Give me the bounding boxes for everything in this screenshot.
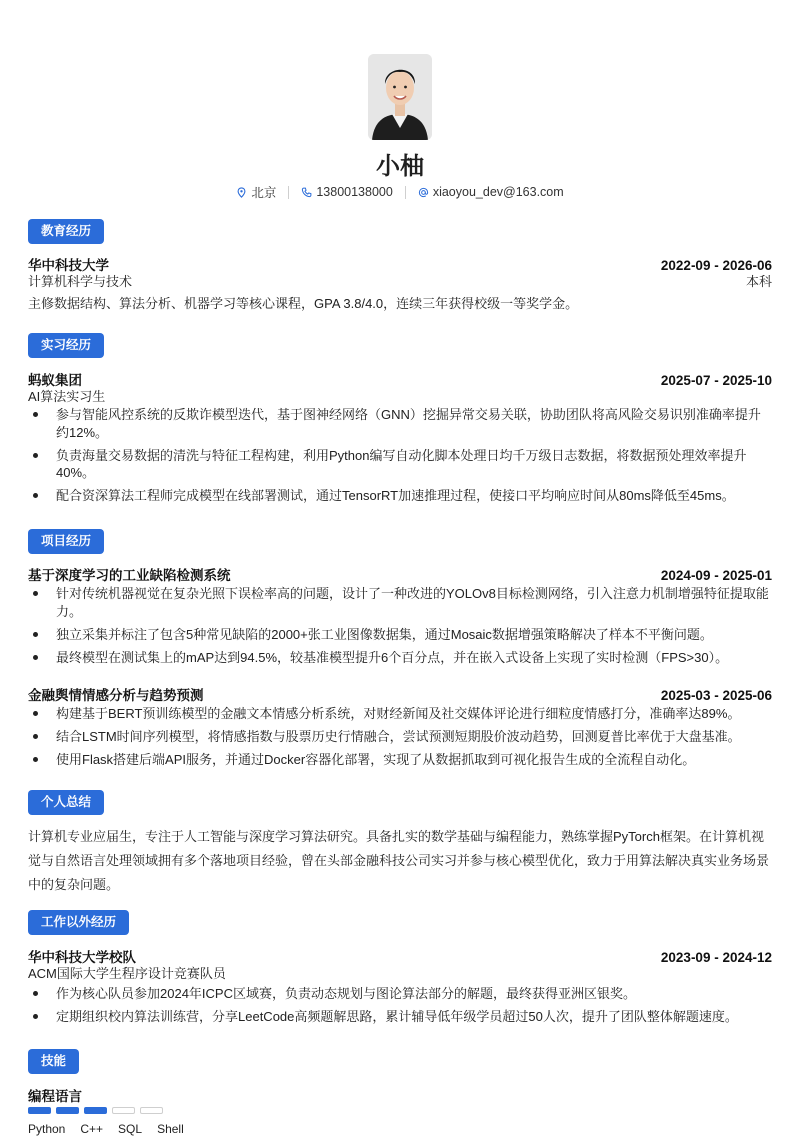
skill-level-segment: [84, 1107, 107, 1114]
section-tag-summary: 个人总结: [28, 790, 104, 815]
list-item: 配合资深算法工程师完成模型在线部署测试，通过TensorRT加速推理过程，使接口平均响应时间从80ms降低至45ms。: [28, 487, 772, 505]
list-item: 最终模型在测试集上的mAP达到94.5%，较基准模型提升6个百分点，并在嵌入式设备上实现了实时检测（FPS>30）。: [28, 649, 772, 667]
education-description: 主修数据结构、算法分析、机器学习等核心课程，GPA 3.8/4.0，连续三年获得校级一等奖学金。: [28, 296, 579, 311]
section-tag-projects: 项目经历: [28, 529, 104, 554]
summary-text: 计算机专业应届生，专注于人工智能与深度学习算法研究。具备扎实的数学基础与编程能力，熟练掌握PyTorch框架。在计算机视觉与自然语言处理领域拥有多个落地项目经验，曾在头部金融科技公司实习并参与核心模型优化，致力于用算法解决真实业务场景中的复杂问题。: [28, 829, 770, 892]
internship-period: 2025-07 - 2025-10: [660, 373, 772, 388]
phone-text: 13800138000: [316, 185, 393, 199]
contact-divider: [405, 186, 406, 199]
contact-phone: [301, 185, 392, 199]
avatar: [368, 54, 432, 140]
major: 计算机科学与技术: [28, 274, 133, 289]
education-period: 2022-09 - 2026-06: [660, 258, 772, 273]
section-tag-education: 教育经历: [28, 219, 104, 244]
project-period: 2024-09 - 2025-01: [660, 568, 772, 583]
location-text: 北京: [251, 186, 277, 200]
list-item: 负责海量交易数据的清洗与特征工程构建，利用Python编写自动化脚本处理日均千万级日志数据，将数据预处理效率提升40%。: [28, 447, 772, 482]
skill-level-segment: [56, 1107, 79, 1114]
education-subheader: [28, 271, 772, 290]
skill-language: Python: [28, 1122, 66, 1136]
list-item: 定期组织校内算法训练营，分享LeetCode高频题解思路，累计辅导低年级学员超过50人次，提升了团队整体解题速度。: [28, 1008, 772, 1026]
contact-bar: [0, 183, 800, 201]
project-title: 金融舆情情感分析与趋势预测: [28, 688, 204, 703]
skill-level-segment: [112, 1107, 135, 1114]
contact-divider: [288, 186, 289, 199]
skill-category: 编程语言: [28, 1089, 82, 1104]
candidate-name: 小柚: [376, 153, 424, 180]
email-text: xiaoyou_dev@163.com: [432, 185, 564, 199]
org-name: 华中科技大学校队: [28, 950, 136, 965]
location-pin-icon: [236, 187, 247, 198]
contact-email: [418, 185, 564, 199]
internship-bullets: [28, 406, 772, 510]
skill-language: SQL: [118, 1122, 143, 1136]
skills-category-row: [28, 1085, 772, 1105]
project-title: 基于深度学习的工业缺陷检测系统: [28, 568, 231, 583]
list-item: 参与智能风控系统的反欺诈模型迭代，基于图神经网络（GNN）挖掘异常交易关联，协助团队将高风险交易识别准确率提升约12%。: [28, 406, 772, 441]
list-item: 作为核心队员参加2024年ICPC区域赛，负责动态规划与图论算法部分的解题，最终获得亚洲区银奖。: [28, 985, 772, 1003]
internship-subheader: [28, 386, 772, 405]
other-role: ACM国际大学生程序设计竞赛队员: [28, 966, 226, 981]
section-tag-other-experience: 工作以外经历: [28, 910, 129, 935]
degree: 本科: [745, 274, 772, 289]
project-period: 2025-03 - 2025-06: [660, 688, 772, 703]
phone-icon: [301, 187, 312, 198]
company-name: 蚂蚁集团: [28, 373, 82, 388]
skill-level-segment: [28, 1107, 51, 1114]
project-header: [28, 564, 772, 584]
skill-language-list: [28, 1122, 184, 1136]
list-item: 结合LSTM时间序列模型，将情感指数与股票历史行情融合，尝试预测短期股价波动趋势，回测夏普比率优于大盘基准。: [28, 728, 772, 746]
list-item: 构建基于BERT预训练模型的金融文本情感分析系统，对财经新闻及社交媒体评论进行细粒度情感打分，准确率达89%。: [28, 705, 772, 723]
skill-level-bars: [28, 1107, 163, 1114]
project-bullets: [28, 585, 772, 672]
at-sign-icon: [418, 187, 429, 198]
list-item: 使用Flask搭建后端API服务，并通过Docker容器化部署，实现了从数据抓取到可视化报告生成的全流程自动化。: [28, 751, 772, 769]
skill-level-segment: [140, 1107, 163, 1114]
list-item: 独立采集并标注了包含5种常见缺陷的2000+张工业图像数据集，通过Mosaic数据增强策略解决了样本不平衡问题。: [28, 626, 772, 644]
school-name: 华中科技大学: [28, 258, 109, 273]
section-tag-internship: 实习经历: [28, 333, 104, 358]
other-period: 2023-09 - 2024-12: [660, 950, 772, 965]
project-bullets: [28, 705, 772, 774]
other-bullets: [28, 985, 772, 1031]
contact-location: [236, 183, 276, 201]
avatar-portrait-icon: [368, 54, 432, 140]
skill-language: C++: [80, 1122, 104, 1136]
other-subheader: [28, 963, 772, 982]
skill-language: Shell: [157, 1122, 184, 1136]
internship-role: AI算法实习生: [28, 389, 106, 404]
list-item: 针对传统机器视觉在复杂光照下误检率高的问题，设计了一种改进的YOLOv8目标检测网络，引入注意力机制增强特征提取能力。: [28, 585, 772, 620]
section-tag-skills: 技能: [28, 1049, 79, 1074]
project-header: [28, 684, 772, 704]
